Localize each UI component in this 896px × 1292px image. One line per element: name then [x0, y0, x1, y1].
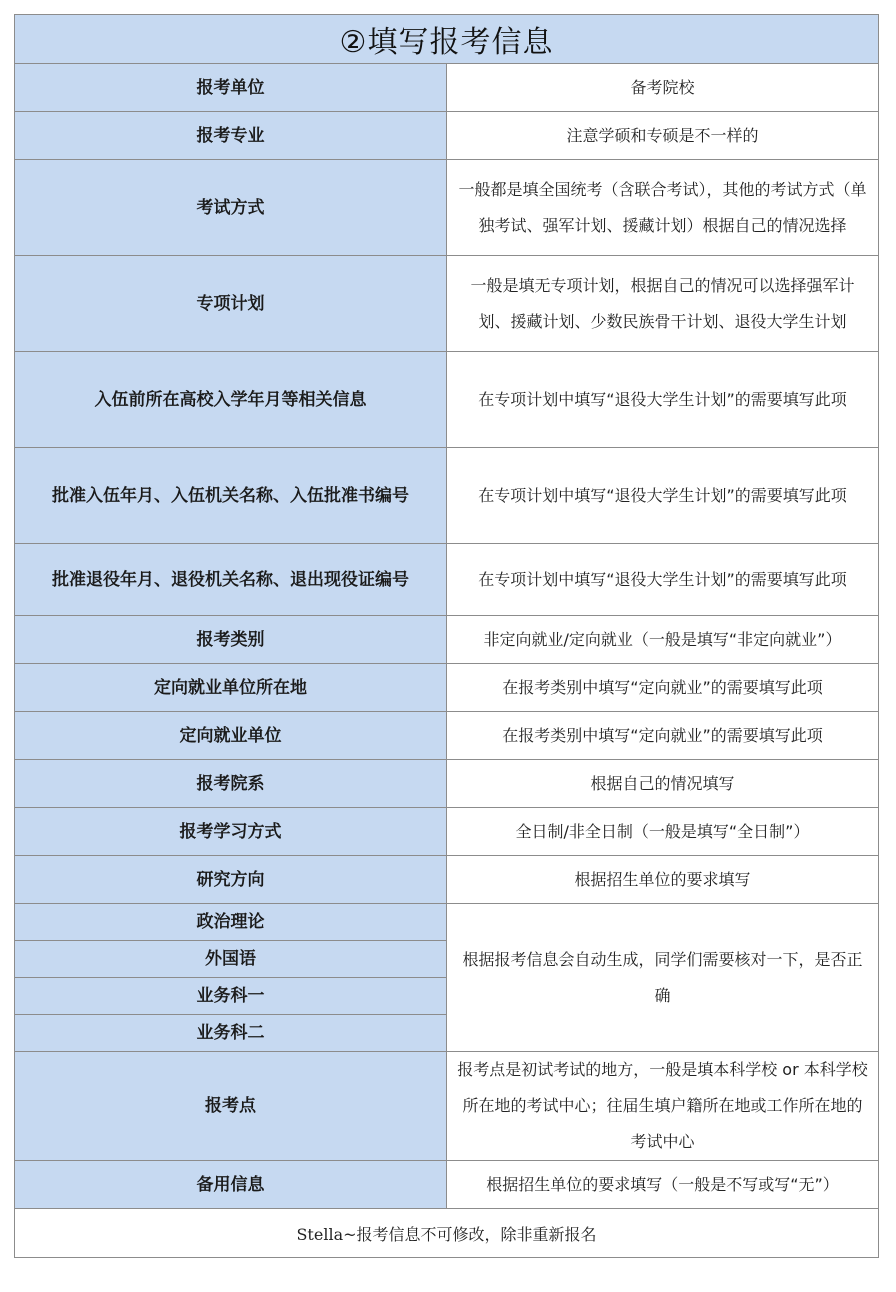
row-label-enlistment-info: 批准入伍年月、入伍机关名称、入伍批准书编号: [15, 448, 447, 544]
row-value-department: 根据自己的情况填写: [447, 760, 879, 808]
row-value-study-mode: 全日制/非全日制（一般是填写“全日制”）: [447, 808, 879, 856]
table-row: [15, 160, 879, 256]
row-value-exam-site: 报考点是初试考试的地方，一般是填本科学校 or 本科学校所在地的考试中心；往届生填户籍所在地或工作所在地的考试中心: [447, 1052, 879, 1161]
row-value-enlistment-info: 在专项计划中填写“退役大学生计划”的需要填写此项: [447, 448, 879, 544]
row-value-employer-location: 在报考类别中填写“定向就业”的需要填写此项: [447, 664, 879, 712]
registration-info-table: [14, 14, 879, 1258]
table-row: [15, 64, 879, 112]
row-value-enrollment-info: 在专项计划中填写“退役大学生计划”的需要填写此项: [447, 352, 879, 448]
table-row: [15, 1161, 879, 1209]
row-label-subject-one: 业务科一: [15, 978, 447, 1015]
row-value-discharge-info: 在专项计划中填写“退役大学生计划”的需要填写此项: [447, 544, 879, 616]
table-row: [15, 760, 879, 808]
row-label-exam-site: 报考点: [15, 1052, 447, 1161]
row-value-subjects: 根据报考信息会自动生成，同学们需要核对一下，是否正确: [447, 904, 879, 1052]
row-label-category: 报考类别: [15, 616, 447, 664]
table-row: [15, 448, 879, 544]
row-label-unit: 报考单位: [15, 64, 447, 112]
row-label-employer: 定向就业单位: [15, 712, 447, 760]
page-title: ②填写报考信息: [15, 15, 879, 64]
footer-note: Stella~报考信息不可修改，除非重新报名: [15, 1209, 879, 1258]
row-label-subject-two: 业务科二: [15, 1015, 447, 1052]
row-label-exam-method: 考试方式: [15, 160, 447, 256]
table-row: [15, 352, 879, 448]
row-label-research-direction: 研究方向: [15, 856, 447, 904]
row-label-enrollment-info: 入伍前所在高校入学年月等相关信息: [15, 352, 447, 448]
table-row: [15, 1052, 879, 1161]
table-row: [15, 112, 879, 160]
table-row: [15, 856, 879, 904]
table-row: [15, 256, 879, 352]
row-label-discharge-info: 批准退役年月、退役机关名称、退出现役证编号: [15, 544, 447, 616]
row-value-unit: 备考院校: [447, 64, 879, 112]
row-value-exam-method: 一般都是填全国统考（含联合考试），其他的考试方式（单独考试、强军计划、援藏计划）根据自己的情况选择: [447, 160, 879, 256]
table-row: [15, 664, 879, 712]
row-value-category: 非定向就业/定向就业（一般是填写“非定向就业”）: [447, 616, 879, 664]
title-row: [15, 15, 879, 64]
row-label-employer-location: 定向就业单位所在地: [15, 664, 447, 712]
row-value-backup-info: 根据招生单位的要求填写（一般是不写或写“无”）: [447, 1161, 879, 1209]
table-row: [15, 616, 879, 664]
row-label-politics: 政治理论: [15, 904, 447, 941]
row-value-major: 注意学硕和专硕是不一样的: [447, 112, 879, 160]
table-row: [15, 904, 879, 941]
info-table-wrapper: [14, 14, 879, 1258]
table-row: [15, 808, 879, 856]
row-value-research-direction: 根据招生单位的要求填写: [447, 856, 879, 904]
row-value-special-plan: 一般是填无专项计划，根据自己的情况可以选择强军计划、援藏计划、少数民族骨干计划、退役大学生计划: [447, 256, 879, 352]
row-label-special-plan: 专项计划: [15, 256, 447, 352]
row-label-major: 报考专业: [15, 112, 447, 160]
table-row: [15, 544, 879, 616]
footer-row: [15, 1209, 879, 1258]
row-value-employer: 在报考类别中填写“定向就业”的需要填写此项: [447, 712, 879, 760]
table-row: [15, 712, 879, 760]
row-label-backup-info: 备用信息: [15, 1161, 447, 1209]
row-label-foreign-language: 外国语: [15, 941, 447, 978]
row-label-study-mode: 报考学习方式: [15, 808, 447, 856]
row-label-department: 报考院系: [15, 760, 447, 808]
